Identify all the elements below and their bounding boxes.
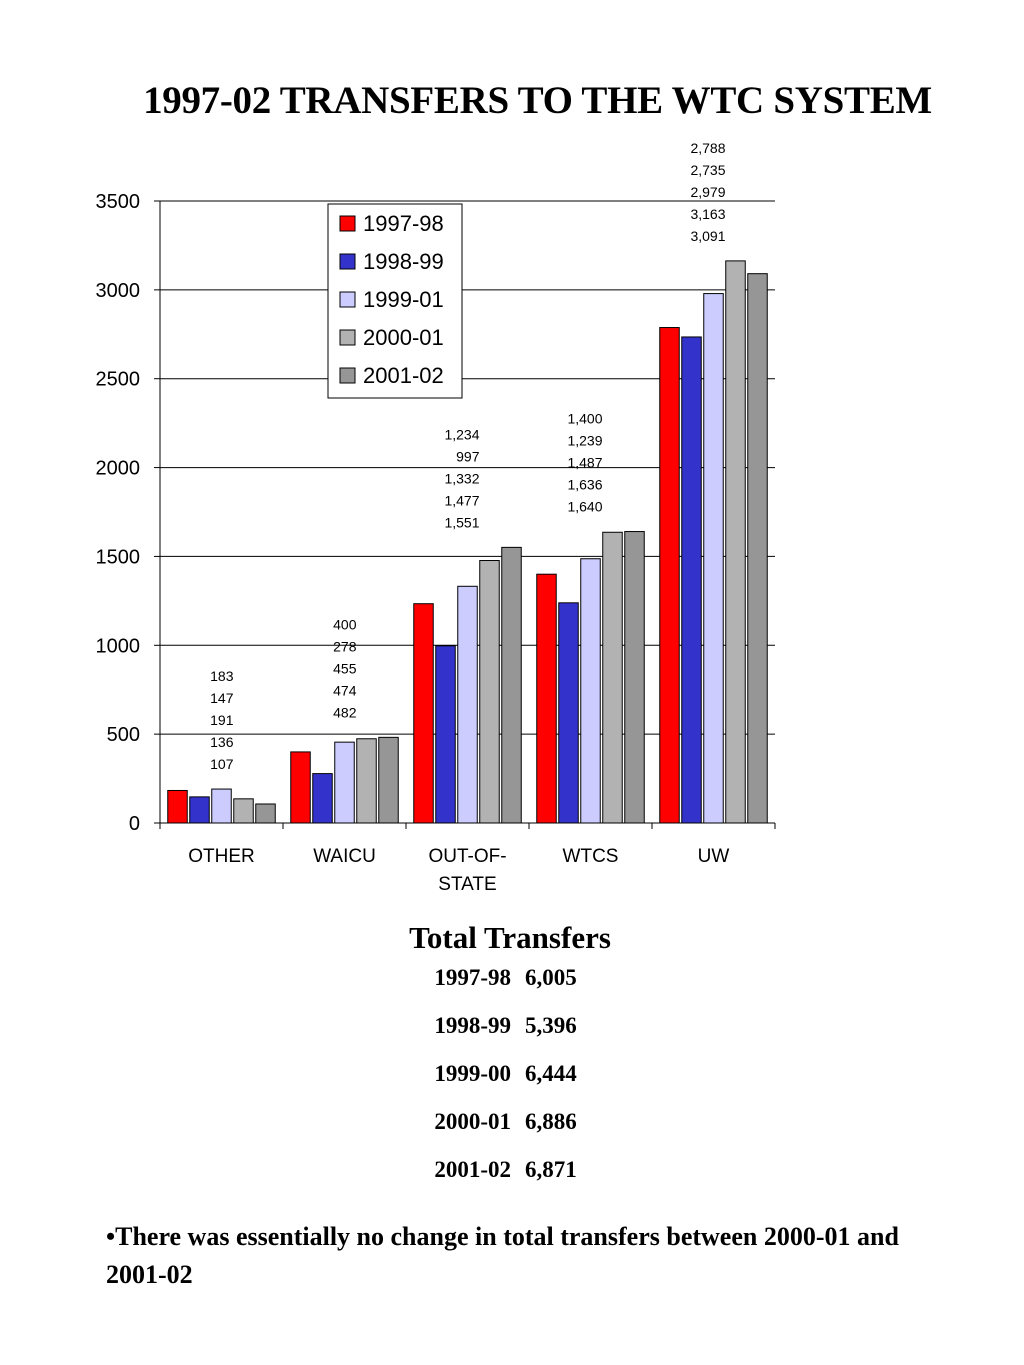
data-label: 136 <box>210 734 234 751</box>
x-category-label: WAICU <box>313 846 376 867</box>
total-transfers-table <box>380 920 640 1194</box>
total-year: 1999-00 <box>434 1061 511 1086</box>
data-label: 474 <box>333 682 357 699</box>
bar <box>313 774 333 823</box>
bar <box>234 799 254 823</box>
data-label: 107 <box>210 756 234 773</box>
y-tick-label: 1500 <box>95 546 140 569</box>
x-category-label: STATE <box>438 874 497 895</box>
data-label: 2,735 <box>690 161 726 178</box>
bar <box>357 739 377 823</box>
y-tick-label: 1000 <box>95 635 140 658</box>
legend-swatch <box>340 330 355 345</box>
total-transfers-title: Total Transfers <box>409 920 611 955</box>
data-label: 400 <box>333 616 357 633</box>
legend-swatch <box>340 216 355 231</box>
x-category-label: WTCS <box>562 846 619 867</box>
bar <box>458 586 478 823</box>
page-title: 1997-02 TRANSFERS TO THE WTC SYSTEM <box>143 79 932 122</box>
data-label: 455 <box>333 660 357 677</box>
bar <box>726 261 746 823</box>
total-year: 1997-98 <box>434 965 511 990</box>
total-row <box>380 1146 640 1194</box>
summary-note: •There was essentially no change in total transfers between 2000-01 and 2001-02 <box>106 1222 899 1289</box>
bar <box>190 797 210 823</box>
bar <box>256 804 276 823</box>
data-label: 3,163 <box>690 205 726 222</box>
data-label: 2,979 <box>690 183 726 200</box>
total-value: 5,396 <box>525 1013 577 1038</box>
bar <box>379 737 399 823</box>
bar <box>414 604 434 823</box>
legend-swatch <box>340 254 355 269</box>
bar <box>682 337 702 823</box>
total-row <box>380 954 640 1002</box>
data-label: 278 <box>333 638 357 655</box>
y-tick-label: 3000 <box>95 279 140 302</box>
bar <box>168 790 188 823</box>
legend-label: 1998-99 <box>363 249 444 274</box>
data-label: 1,332 <box>444 470 480 487</box>
data-label: 482 <box>333 704 357 721</box>
total-year: 1998-99 <box>434 1013 511 1038</box>
total-value: 6,444 <box>525 1061 577 1086</box>
data-label: 997 <box>456 448 480 465</box>
data-label: 1,640 <box>567 498 603 515</box>
data-label: 1,636 <box>567 476 603 493</box>
total-row <box>380 1050 640 1098</box>
x-category-label: OTHER <box>188 846 255 867</box>
total-transfers-rows <box>380 954 640 1194</box>
legend-label: 2001-02 <box>363 363 444 388</box>
y-tick-label: 2500 <box>95 368 140 391</box>
total-year: 2000-01 <box>434 1109 511 1134</box>
data-label: 183 <box>210 668 234 685</box>
data-label: 1,477 <box>444 492 480 509</box>
bar <box>291 752 311 823</box>
legend-label: 1997-98 <box>363 211 444 236</box>
data-label: 1,487 <box>567 454 603 471</box>
bar <box>212 789 232 823</box>
bar <box>480 561 500 823</box>
total-row <box>380 1002 640 1050</box>
data-label: 3,091 <box>690 227 726 244</box>
y-tick-label: 500 <box>106 724 140 747</box>
bar <box>335 742 355 823</box>
data-label: 147 <box>210 690 234 707</box>
y-tick-label: 3500 <box>95 191 140 213</box>
data-label: 1,234 <box>444 426 480 443</box>
bar <box>603 532 623 823</box>
data-label: 1,551 <box>444 514 480 531</box>
data-label: 191 <box>210 712 234 729</box>
total-year: 2001-02 <box>434 1157 511 1182</box>
x-category-label: OUT-OF- <box>428 846 507 867</box>
total-value: 6,871 <box>525 1157 577 1182</box>
data-label: 1,239 <box>567 432 603 449</box>
bar <box>625 532 645 823</box>
bar <box>502 547 522 823</box>
data-label: 1,400 <box>567 410 603 427</box>
y-tick-label: 0 <box>128 813 140 835</box>
total-row <box>380 1098 640 1146</box>
legend-swatch <box>340 368 355 383</box>
y-tick-label: 2000 <box>95 457 140 480</box>
bar <box>537 574 557 823</box>
bar <box>436 646 456 823</box>
bar <box>748 274 768 823</box>
legend-label: 1999-01 <box>363 287 444 312</box>
bar <box>581 559 601 823</box>
legend-label: 2000-01 <box>363 325 444 350</box>
bar <box>704 294 724 823</box>
bar <box>660 328 680 823</box>
data-label: 2,788 <box>690 139 726 156</box>
bar <box>559 603 579 823</box>
x-category-label: UW <box>697 846 730 867</box>
total-value: 6,886 <box>525 1109 577 1134</box>
legend-swatch <box>340 292 355 307</box>
total-value: 6,005 <box>525 965 577 990</box>
